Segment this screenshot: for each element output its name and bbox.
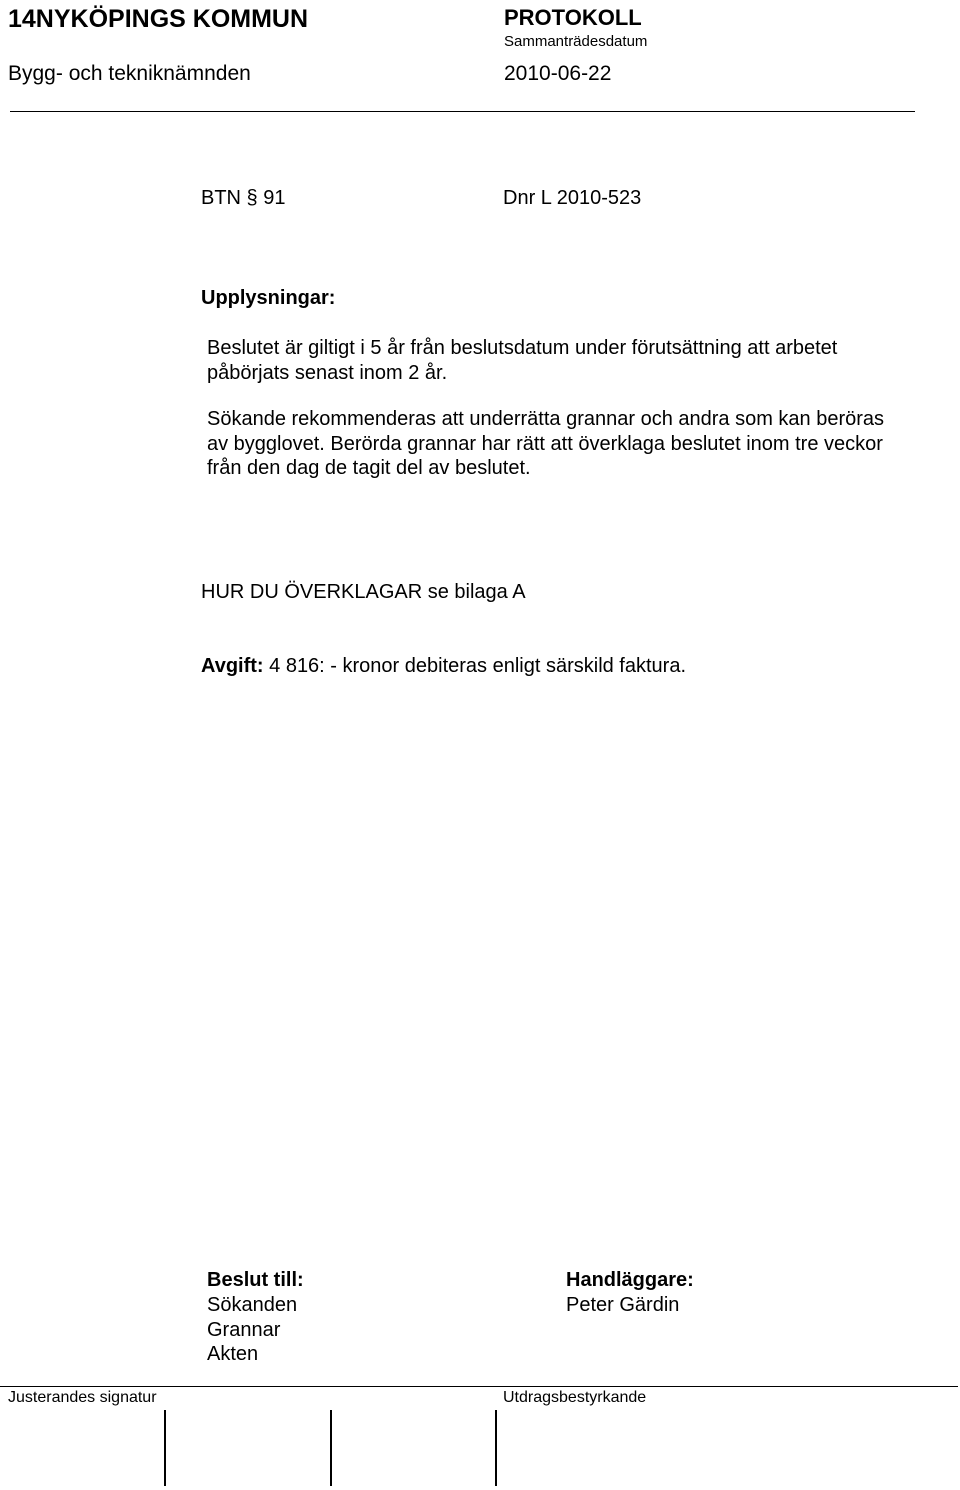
meeting-date: 2010-06-22 [504,62,612,85]
handler-name: Peter Gärdin [566,1294,680,1316]
fee-line [201,654,686,678]
committee-name: Bygg- och tekniknämnden [8,62,251,85]
fee-text: 4 816: - kronor debiteras enligt särskild faktura. [263,655,687,677]
handler-heading: Handläggare: [566,1269,694,1291]
certification-label: Utdragsbestyrkande [503,1389,647,1406]
header-divider [10,111,915,112]
signature-label: Justerandes signatur [8,1389,157,1406]
signature-box-divider [164,1410,166,1486]
validity-paragraph: Beslutet är giltigt i 5 år från beslutsdatum under förutsättning att arbetet påbörjats senast inom 2 år. [207,337,838,384]
footer-divider [0,1386,958,1387]
document-type: PROTOKOLL [504,5,642,30]
information-heading: Upplysningar: [201,287,336,309]
paragraph-reference: BTN § 91 [201,187,286,209]
fee-label: Avgift: [201,655,264,677]
distribution-item: Grannar [207,1319,281,1341]
appeal-instructions: HUR DU ÖVERKLAGAR se bilaga A [201,581,526,603]
organization-name: 14NYKÖPINGS KOMMUN [8,5,309,33]
meeting-date-label: Sammanträdesdatum [504,33,648,50]
distribution-item: Akten [207,1343,259,1365]
distribution-item: Sökanden [207,1294,298,1316]
diary-number: Dnr L 2010-523 [503,187,642,209]
signature-box-divider [330,1410,332,1486]
distribution-heading: Beslut till: [207,1269,304,1291]
neighbors-paragraph: Sökande rekommenderas att underrätta grannar och andra som kan beröras av bygglovet. Berörda grannar har rätt att överklaga beslutet inom tre veckor från den dag de tagit del av beslutet. [207,408,885,479]
signature-box-divider [495,1410,497,1486]
